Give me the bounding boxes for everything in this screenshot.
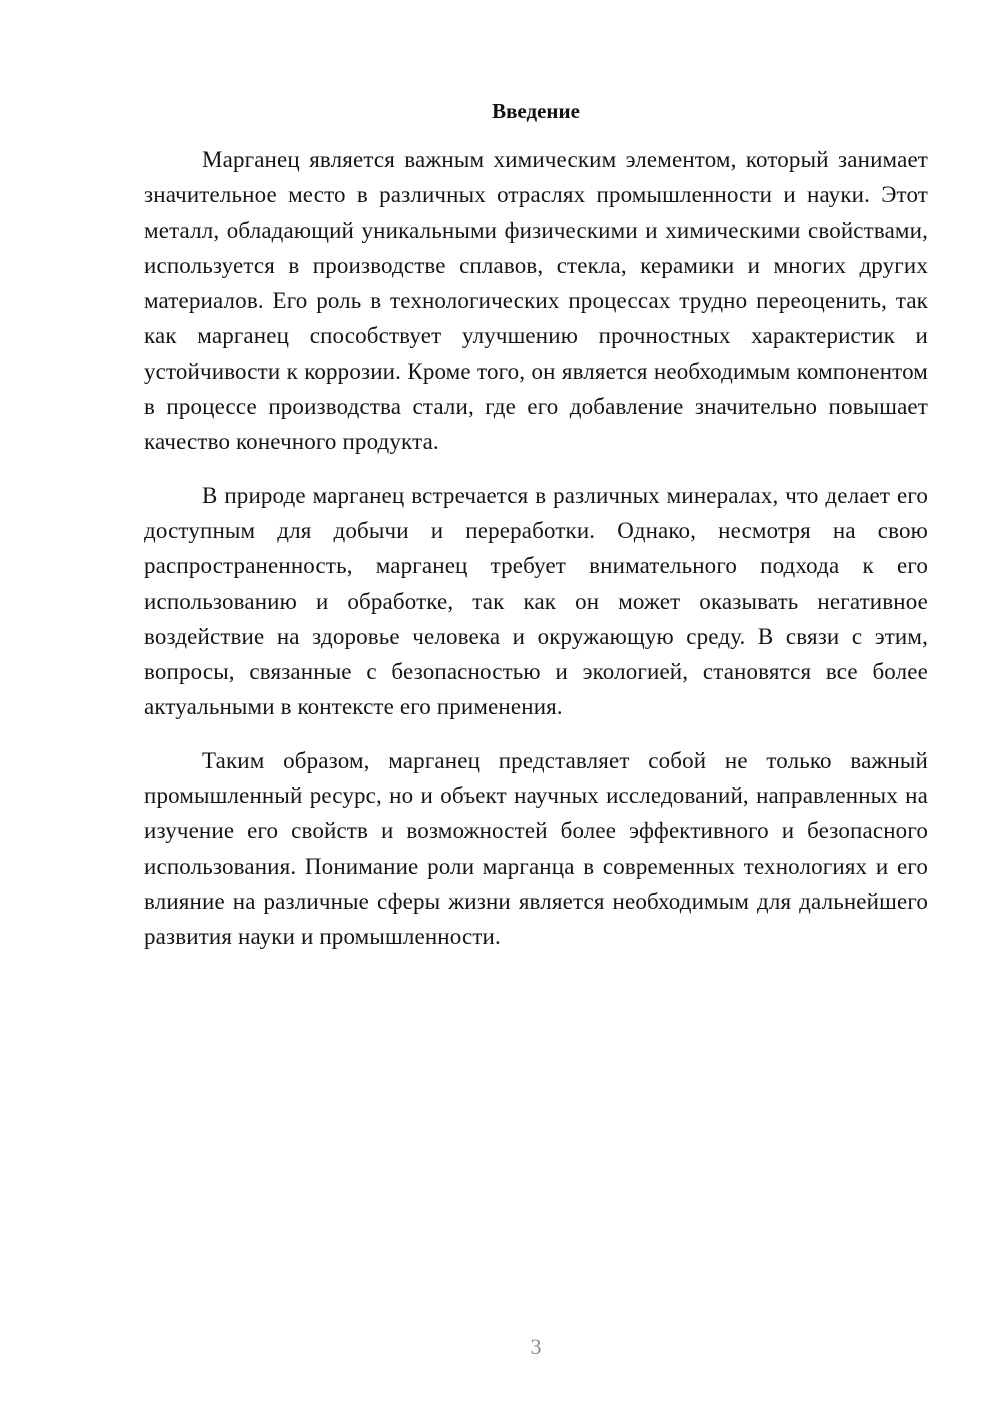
page-number: 3 — [530, 1334, 542, 1359]
paragraph-2: В природе марганец встречается в различных минералах, что делает его доступным для добычи и переработки. Однако, несмотря на свою распространенность, марганец требует внимательного подхода к его использованию и обработке, так как он может оказывать негативное воздействие на здоровье человека и окружающую среду. В связи с этим, вопросы, связанные с безопасностью и экологией, становятся все более актуальными в контексте его применения. — [144, 482, 928, 720]
paragraph-1: Марганец является важным химическим элементом, который занимает значительное место в различных отраслях промышленности и науки. Этот металл, обладающий уникальными физическими и химическими свойствами, используется в производстве сплавов, стекла, керамики и многих других материалов. Его роль в технологических процессах трудно переоценить, так как марганец способствует улучшению прочностных характеристик и устойчивости к коррозии. Кроме того, он является необходимым компонентом в процессе производства стали, где его добавление значительно повышает качество конечного продукта. — [144, 147, 928, 455]
body-text — [144, 142, 928, 973]
section-heading: Введение — [492, 99, 580, 123]
paragraph-3: Таким образом, марганец представляет собой не только важный промышленный ресурс, но и объект научных исследований, направленных на изучение его свойств и возможностей более эффективного и безопасного использования. Понимание роли марганца в современных технологиях и его влияние на различные сферы жизни является необходимым для дальнейшего развития науки и промышленности. — [144, 747, 928, 950]
